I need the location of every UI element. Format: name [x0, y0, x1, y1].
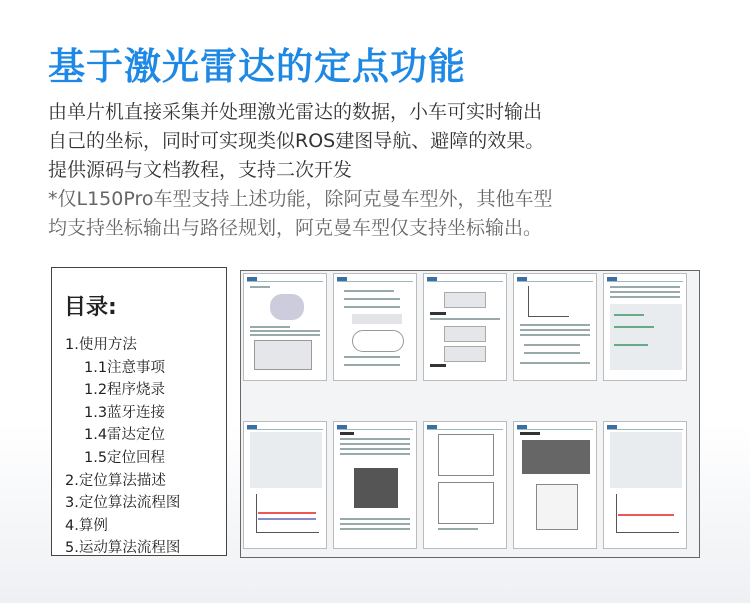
document-page-thumbnail[interactable] [333, 273, 417, 381]
description-line: 提供源码与文档教程，支持二次开发 [48, 159, 353, 181]
toc-item[interactable]: 2.定位算法描述 [65, 472, 166, 489]
toc-item[interactable]: 1.2程序烧录 [84, 382, 166, 399]
toc-item[interactable]: 1.使用方法 [65, 337, 137, 353]
page-title: 基于激光雷达的定点功能 [48, 45, 466, 88]
description-line: 由单片机直接采集并处理激光雷达的数据，小车可实时输出 [48, 101, 543, 123]
toc-item[interactable]: 1.1注意事项 [84, 359, 166, 376]
toc-item[interactable]: 5.运动算法流程图 [65, 540, 181, 557]
description-note: 均支持坐标输出与路径规划，阿克曼车型仅支持坐标输出。 [48, 217, 543, 239]
document-page-thumbnail[interactable] [243, 421, 327, 549]
document-page-thumbnail[interactable] [603, 421, 687, 549]
toc-item[interactable]: 1.3蓝牙连接 [84, 404, 166, 421]
toc-list [65, 334, 180, 560]
toc-item[interactable]: 1.5定位回程 [84, 449, 166, 466]
document-page-thumbnails [240, 270, 700, 558]
description [48, 98, 728, 243]
toc-item[interactable]: 4.算例 [65, 517, 108, 534]
table-of-contents [51, 267, 227, 556]
document-page-thumbnail[interactable] [423, 273, 507, 381]
toc-title: 目录: [64, 295, 117, 320]
document-page-thumbnail[interactable] [243, 273, 327, 381]
document-page-thumbnail[interactable] [333, 421, 417, 549]
toc-item[interactable]: 1.4雷达定位 [84, 427, 166, 444]
document-page-thumbnail[interactable] [513, 421, 597, 549]
toc-item[interactable]: 3.定位算法流程图 [65, 495, 181, 512]
description-line: 自己的坐标，同时可实现类似ROS建图导航、避障的效果。 [48, 130, 545, 152]
document-page-thumbnail[interactable] [513, 273, 597, 381]
document-page-thumbnail[interactable] [423, 421, 507, 549]
description-note: *仅L150Pro车型支持上述功能，除阿克曼车型外，其他车型 [48, 188, 553, 210]
document-page-thumbnail[interactable] [603, 273, 687, 381]
